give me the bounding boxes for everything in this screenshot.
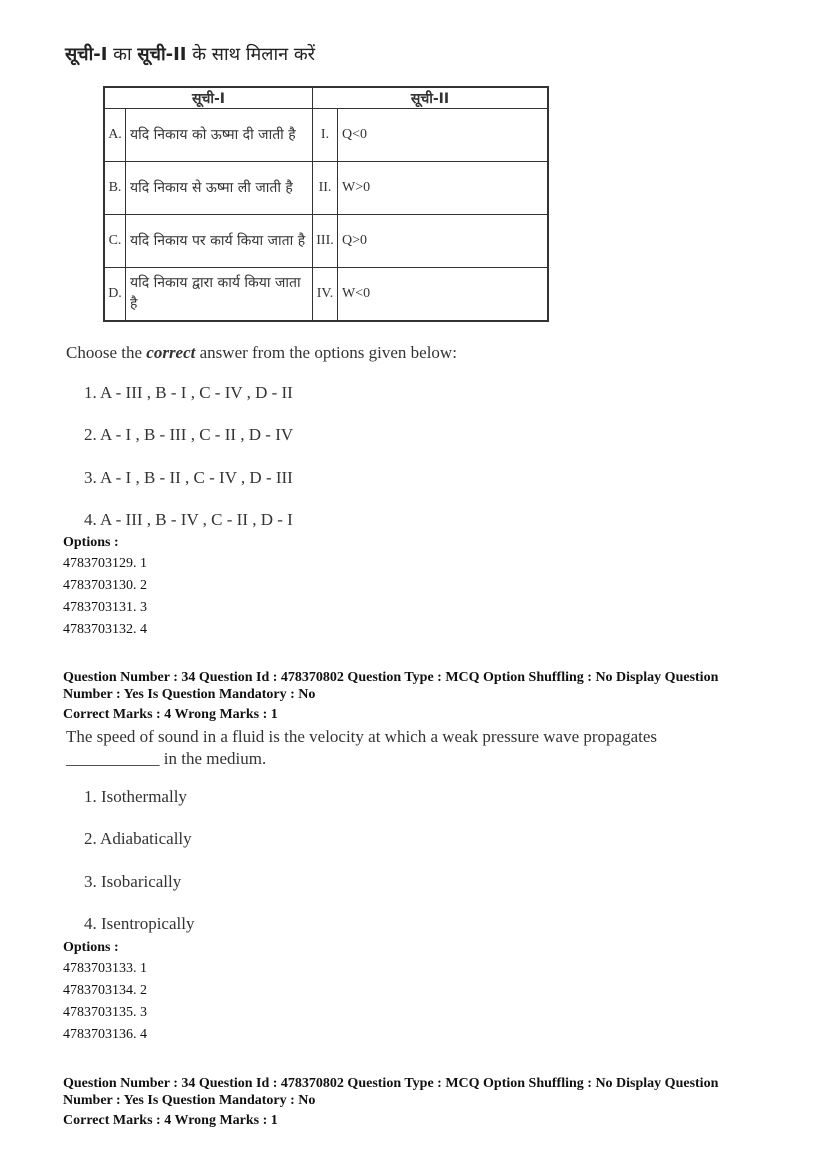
row-rkey: II. xyxy=(313,162,338,215)
meta-line: Question Number : 34 Question Id : 478370802 Question Type : MCQ Option Shuffling : No Display Question xyxy=(63,670,719,685)
row-text: यदि निकाय को ऊष्मा दी जाती है xyxy=(126,109,313,162)
instruction xyxy=(66,343,457,363)
row-rval: W<0 xyxy=(338,268,549,321)
col-list1: सूची-I xyxy=(104,87,313,109)
heading-rest: के साथ मिलान करें xyxy=(186,44,316,65)
option-id: 4783703133. 1 xyxy=(63,961,147,976)
instruction-em: correct xyxy=(146,343,196,362)
marks-line: Correct Marks : 4 Wrong Marks : 1 xyxy=(63,1113,278,1128)
row-rval: W>0 xyxy=(338,162,549,215)
row-text: यदि निकाय पर कार्य किया जाता है xyxy=(126,215,313,268)
heading-list2: सूची-II xyxy=(137,44,187,65)
row-rval: Q<0 xyxy=(338,109,549,162)
instruction-post: answer from the options given below: xyxy=(195,343,457,362)
option-id: 4783703131. 3 xyxy=(63,600,147,615)
table-row xyxy=(104,162,548,215)
row-key: B. xyxy=(104,162,126,215)
match-table xyxy=(103,86,549,322)
option-id: 4783703134. 2 xyxy=(63,983,147,998)
choice-item: 4. A - III , B - IV , C - II , D - I xyxy=(84,510,293,529)
row-key: A. xyxy=(104,109,126,162)
col-list2: सूची-II xyxy=(313,87,549,109)
row-rkey: III. xyxy=(313,215,338,268)
row-key: C. xyxy=(104,215,126,268)
option-id: 4783703136. 4 xyxy=(63,1027,147,1042)
row-key: D. xyxy=(104,268,126,321)
choice-item: 1. A - III , B - I , C - IV , D - II xyxy=(84,383,293,402)
stem-line: ___________ in the medium. xyxy=(66,749,267,768)
meta-line: Number : Yes Is Question Mandatory : No xyxy=(63,1093,316,1108)
table-header-row xyxy=(104,87,548,109)
heading-list1: सूची-I xyxy=(65,44,108,65)
choice-item: 1. Isothermally xyxy=(84,787,187,806)
row-rkey: I. xyxy=(313,109,338,162)
choice-item: 2. Adiabatically xyxy=(84,829,192,848)
question-meta xyxy=(63,1075,783,1129)
heading-ka: का xyxy=(107,44,138,65)
match-heading xyxy=(65,42,315,66)
option-id: 4783703129. 1 xyxy=(63,556,147,571)
option-id: 4783703130. 2 xyxy=(63,578,147,593)
choice-item: 2. A - I , B - III , C - II , D - IV xyxy=(84,425,294,444)
choice-item: 4. Isentropically xyxy=(84,914,195,933)
options-label: Options : xyxy=(63,535,119,550)
stem-line: The speed of sound in a fluid is the velocity at which a weak pressure wave propagates xyxy=(66,727,658,746)
table-row xyxy=(104,268,548,321)
option-id: 4783703132. 4 xyxy=(63,622,147,637)
row-rval: Q>0 xyxy=(338,215,549,268)
question-meta xyxy=(63,669,783,723)
row-text: यदि निकाय से ऊष्मा ली जाती है xyxy=(126,162,313,215)
meta-line: Question Number : 34 Question Id : 478370802 Question Type : MCQ Option Shuffling : No Display Question xyxy=(63,1076,719,1091)
row-rkey: IV. xyxy=(313,268,338,321)
choice-item: 3. A - I , B - II , C - IV , D - III xyxy=(84,468,293,487)
table-row xyxy=(104,215,548,268)
row-text: यदि निकाय द्वारा कार्य किया जाता है xyxy=(126,268,313,321)
question-stem xyxy=(66,726,766,770)
options-label: Options : xyxy=(63,940,119,955)
table-row xyxy=(104,109,548,162)
option-id: 4783703135. 3 xyxy=(63,1005,147,1020)
marks-line: Correct Marks : 4 Wrong Marks : 1 xyxy=(63,707,278,722)
choice-item: 3. Isobarically xyxy=(84,872,182,891)
instruction-pre: Choose the xyxy=(66,343,147,362)
meta-line: Number : Yes Is Question Mandatory : No xyxy=(63,687,316,702)
